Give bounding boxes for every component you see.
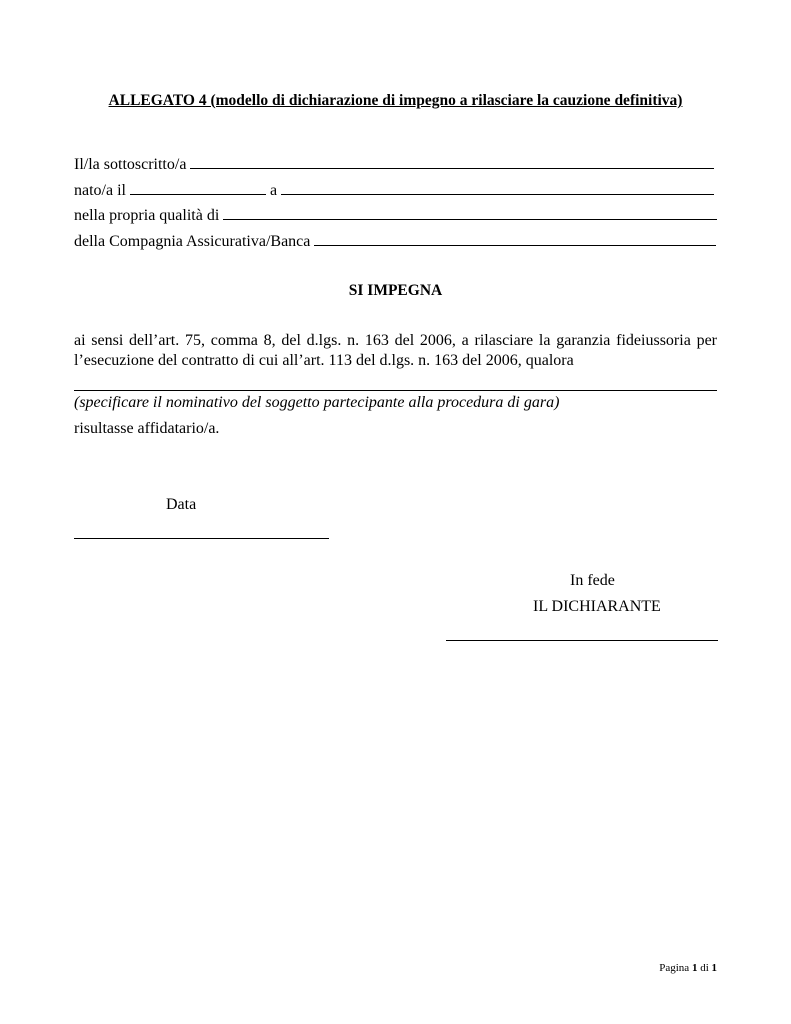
in-fede-text: In fede xyxy=(570,572,615,589)
dichiarante-label: IL DICHIARANTE xyxy=(533,598,661,615)
document-title: ALLEGATO 4 (modello di dichiarazione di impegno a rilasciare la cauzione definitiva) xyxy=(108,92,683,109)
luogo-nascita-blank[interactable] xyxy=(281,179,714,195)
compagnia-row xyxy=(74,230,716,252)
nascita-row xyxy=(74,179,714,201)
nato-label: nato/a il xyxy=(74,182,126,199)
partecipante-note: (specificare il nominativo del soggetto partecipante alla procedura di gara) xyxy=(74,394,560,411)
sottoscritto-blank[interactable] xyxy=(190,153,714,169)
si-impegna-heading: SI IMPEGNA xyxy=(348,282,443,299)
sottoscritto-label: Il/la sottoscritto/a xyxy=(74,156,187,173)
affidatario-text: risultasse affidatario/a. xyxy=(74,420,220,437)
compagnia-label: della Compagnia Assicurativa/Banca xyxy=(74,233,311,250)
qualita-row xyxy=(74,204,717,226)
page-total: 1 xyxy=(711,962,717,974)
qualita-label: nella propria qualità di xyxy=(74,207,220,224)
compagnia-blank[interactable] xyxy=(314,230,716,246)
luogo-label: a xyxy=(269,182,278,199)
partecipante-blank[interactable] xyxy=(74,376,717,391)
of-word: di xyxy=(700,962,709,974)
page-number xyxy=(659,962,717,974)
sottoscritto-row xyxy=(74,153,714,175)
impegno-paragraph: ai sensi dell’art. 75, comma 8, del d.lgs. n. 163 del 2006, a rilasciare la garanzia fideiussoria per l’esecuzione del contratto di cui all’art. 113 del d.lgs. n. 163 del 2006, qualora xyxy=(74,332,717,369)
data-label: Data xyxy=(166,496,197,513)
data-nascita-blank[interactable] xyxy=(130,179,266,195)
page-current: 1 xyxy=(691,962,698,974)
firma-blank[interactable] xyxy=(446,626,718,641)
qualita-blank[interactable] xyxy=(223,204,717,220)
page-word: Pagina xyxy=(659,962,690,974)
data-blank[interactable] xyxy=(74,524,329,539)
